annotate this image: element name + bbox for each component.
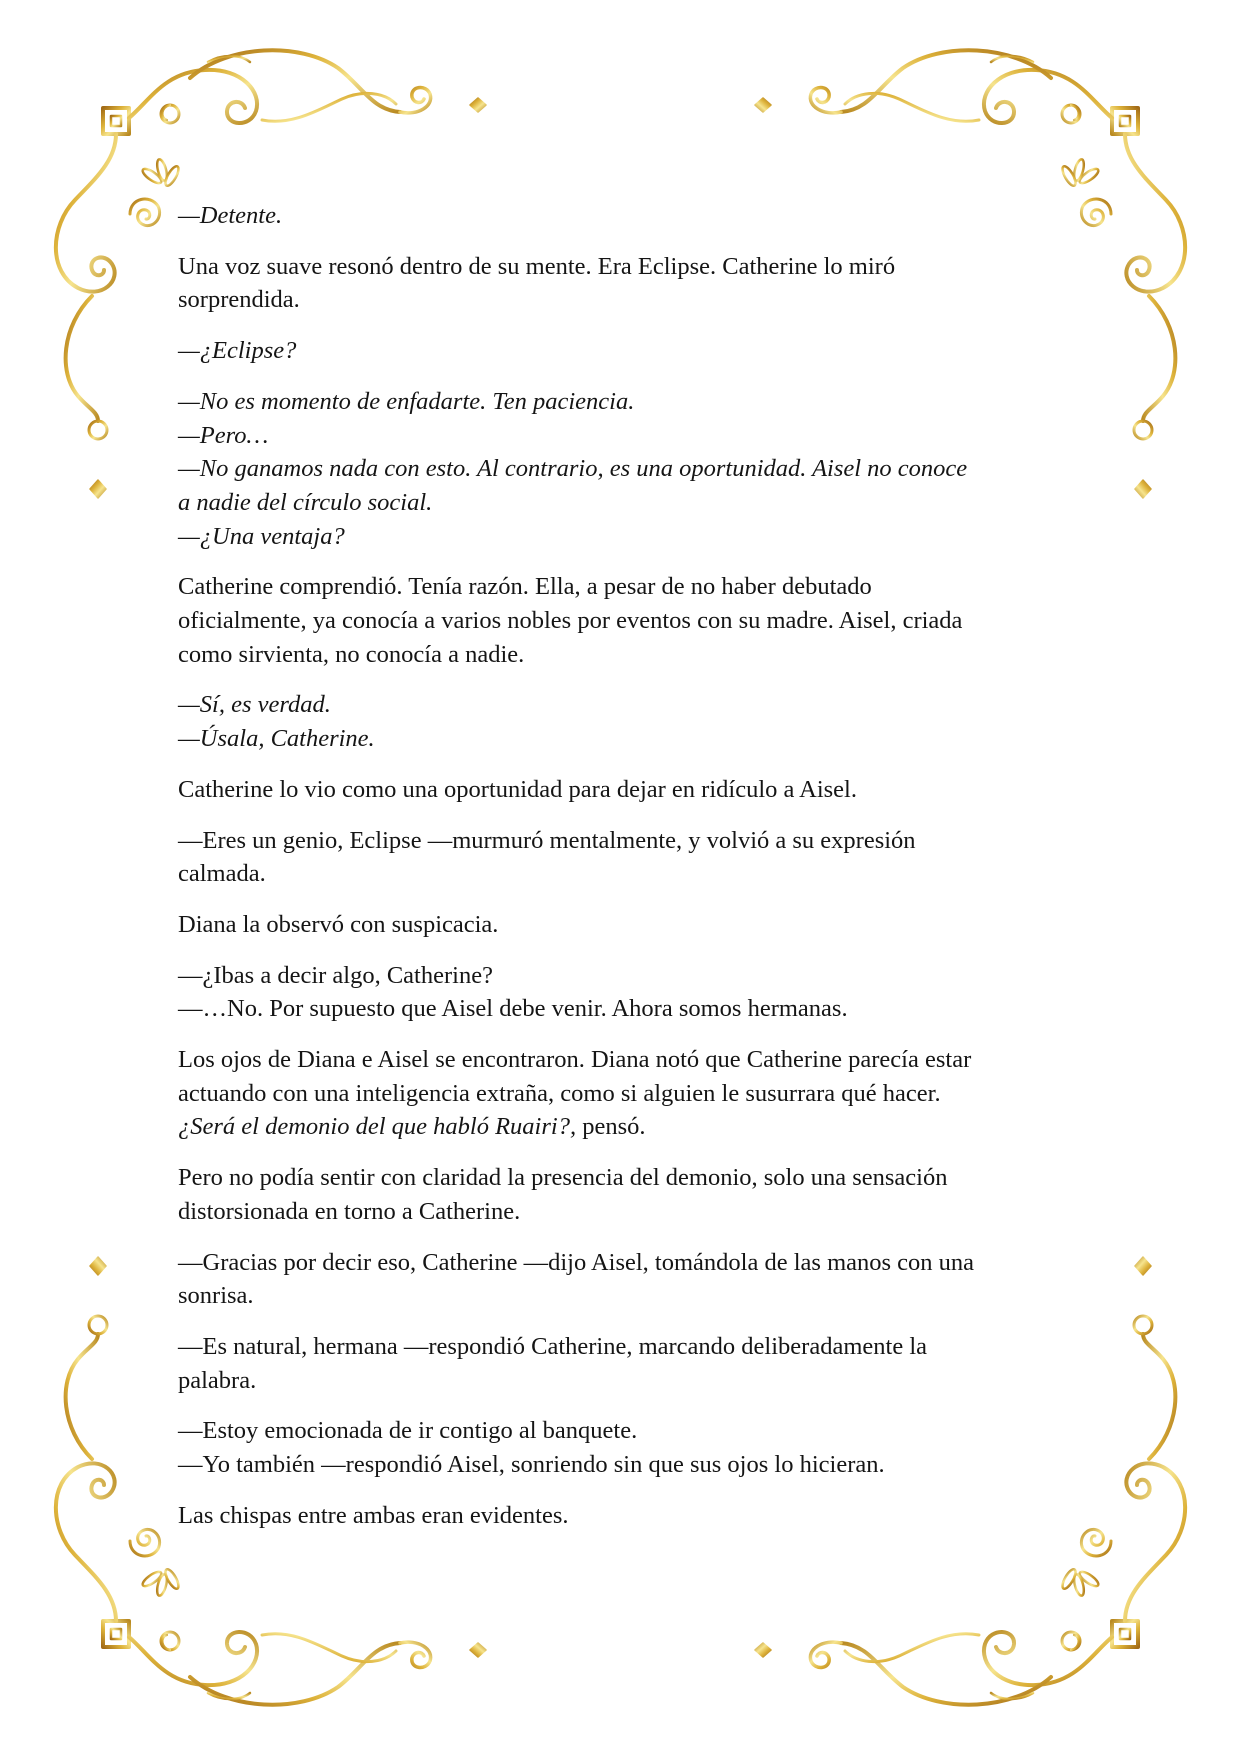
paragraph [178,773,1078,807]
paragraph [178,334,1078,368]
text-line: Pero no podía sentir con claridad la presencia del demonio, solo una sensación [178,1164,948,1192]
text-line: oficialmente, ya conocía a varios nobles por eventos con su madre. Aisel, criada [178,607,963,635]
paragraph [178,824,1078,891]
text-line: actuando con una inteligencia extraña, como si alguien le susurrara qué hacer. [178,1079,941,1107]
paragraph [178,1161,1078,1228]
paragraph [178,908,1078,942]
text-line: —Yo también —respondió Aisel, sonriendo sin que sus ojos lo hicieran. [178,1451,885,1479]
text-line: —Es natural, hermana —respondió Catherine, marcando deliberadamente la [178,1332,927,1360]
story-text [178,199,1078,1550]
paragraph [178,250,1078,317]
text-line: palabra. [178,1366,257,1394]
text-line: como sirvienta, no conocía a nadie. [178,640,525,668]
text-line: Una voz suave resonó dentro de su mente. Era Eclipse. Catherine lo miró [178,252,896,280]
text-line: —Pero… [178,421,269,449]
text-line: Las chispas entre ambas eran evidentes. [178,1501,569,1529]
text-line: Catherine lo vio como una oportunidad para dejar en ridículo a Aisel. [178,775,857,803]
paragraph [178,385,1078,554]
paragraph [178,1330,1078,1397]
text-line: —Gracias por decir eso, Catherine —dijo Aisel, tomándola de las manos con una [178,1248,975,1276]
text-line [178,1110,1078,1144]
text-line: —¿Una ventaja? [178,522,345,550]
text-line: sonrisa. [178,1282,254,1310]
text-line: —No ganamos nada con esto. Al contrario, es una oportunidad. Aisel no conoce [178,455,968,483]
text-line: calmada. [178,860,266,888]
text-line: —Estoy emocionada de ir contigo al banquete. [178,1417,638,1445]
text-line: Diana la observó con suspicacia. [178,910,499,938]
text-line: —Eres un genio, Eclipse —murmuró mentalmente, y volvió a su expresión [178,826,916,854]
text-line: —…No. Por supuesto que Aisel debe venir. Ahora somos hermanas. [178,995,848,1023]
text-segment: pensó. [576,1113,646,1141]
paragraph [178,570,1078,671]
paragraph [178,1043,1078,1144]
text-line: —Úsala, Catherine. [178,725,375,753]
paragraph [178,688,1078,755]
text-line: —¿Eclipse? [178,337,297,365]
text-line: —Detente. [178,202,283,229]
text-line: a nadie del círculo social. [178,488,433,516]
text-line: —Sí, es verdad. [178,691,331,719]
paragraph [178,959,1078,1026]
paragraph [178,199,1078,233]
text-line: Los ojos de Diana e Aisel se encontraron. Diana notó que Catherine parecía estar [178,1046,972,1074]
paragraph [178,1499,1078,1533]
text-line: sorprendida. [178,286,300,314]
italic-thought: ¿Será el demonio del que habló Ruairi?, [178,1113,577,1141]
paragraph [178,1246,1078,1313]
text-line: —¿Ibas a decir algo, Catherine? [178,961,493,989]
paragraph [178,1414,1078,1481]
text-line: Catherine comprendió. Tenía razón. Ella, a pesar de no haber debutado [178,573,872,601]
text-line: —No es momento de enfadarte. Ten paciencia. [178,387,635,415]
text-line: distorsionada en torno a Catherine. [178,1197,521,1225]
